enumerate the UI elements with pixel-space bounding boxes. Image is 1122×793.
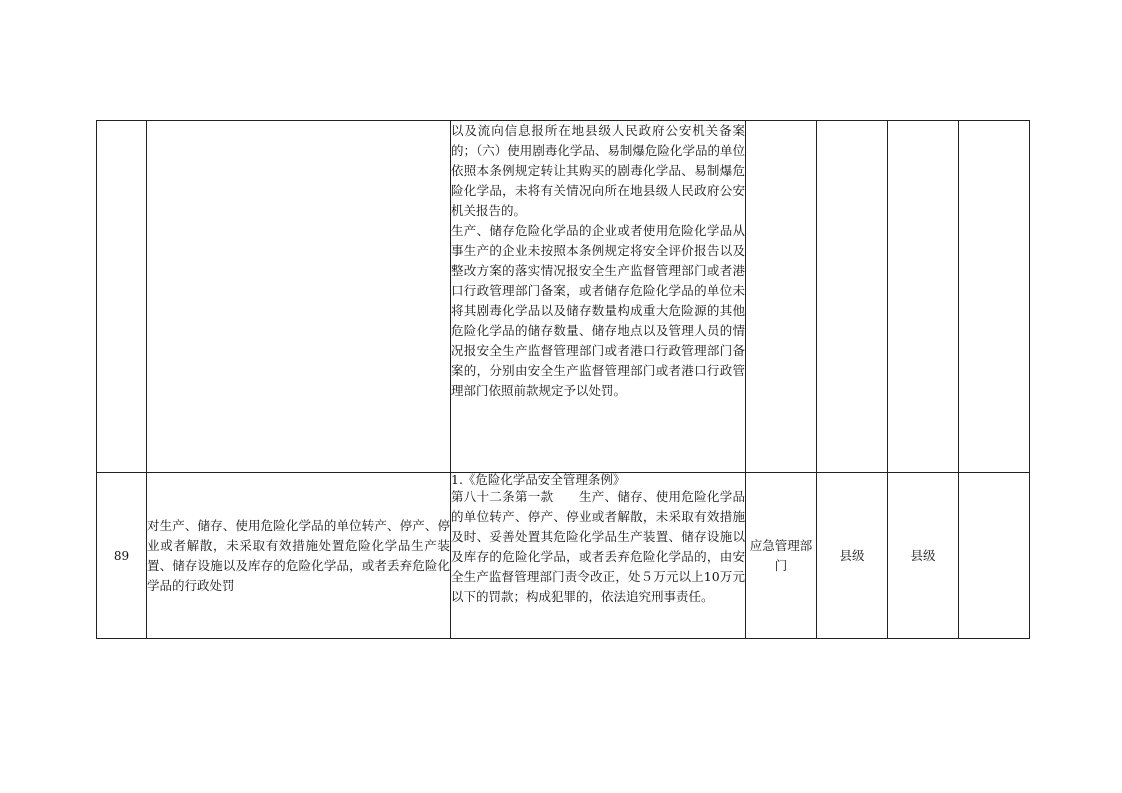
legal-basis-cell: [451, 121, 746, 473]
level-cell: [888, 121, 959, 473]
remarks-cell: [959, 121, 1030, 473]
serial-number-cell: [97, 121, 147, 473]
legal-basis-title: 1.《危险化学品安全管理条例》: [451, 472, 626, 487]
level-cell: 县级: [888, 473, 959, 639]
level-cell: [817, 121, 888, 473]
legal-basis-paragraph: 第八十二条第一款 生产、储存、使用危险化学品的单位转产、停产、停业或者解散，未采取有效措施及时、妥善处置其危险化学品生产装置、储存设施以及库存的危险化学品，或者丢弃危险化学品的，由安全生产监督管理部门责令改正，处５万元以上10万元以下的罚款；构成犯罪的，依法追究刑事责任。: [451, 489, 745, 604]
legal-basis-paragraph: 生产、储存危险化学品的企业或者使用危险化学品从事生产的企业未按照本条例规定将安全评价报告以及整改方案的落实情况报安全生产监督管理部门或者港口行政管理部门备案，或者储存危险化学品的单位未将其剧毒化学品以及储存数量构成重大危险源的其他危险化学品的储存数量、储存地点以及管理人员的情况报安全生产监督管理部门或者港口行政管理部门备案的，分别由安全生产监督管理部门或者港口行政管理部门依照前款规定予以处罚。: [451, 223, 745, 398]
table-row: [97, 121, 1030, 473]
department-cell: [746, 121, 817, 473]
serial-number-cell: 89: [97, 473, 147, 639]
legal-basis-paragraph: 以及流向信息报所在地县级人民政府公安机关备案的；（六）使用剧毒化学品、易制爆危险化学品的单位依照本条例规定转让其购买的剧毒化学品、易制爆危险化学品，未将有关情况向所在地县级人民政府公安机关报告的。: [451, 123, 745, 218]
legal-basis-cell: [451, 473, 746, 639]
table-row: [97, 473, 1030, 639]
item-name-cell: [147, 121, 451, 473]
remarks-cell: [959, 473, 1030, 639]
item-name-cell: 对生产、储存、使用危险化学品的单位转产、停产、停业或者解散，未采取有效措施处置危险化学品生产装置、储存设施以及库存的危险化学品，或者丢弃危险化学品的行政处罚: [147, 473, 451, 639]
department-cell: 应急管理部门: [746, 473, 817, 639]
level-cell: 县级: [817, 473, 888, 639]
power-list-table: [96, 120, 1030, 639]
